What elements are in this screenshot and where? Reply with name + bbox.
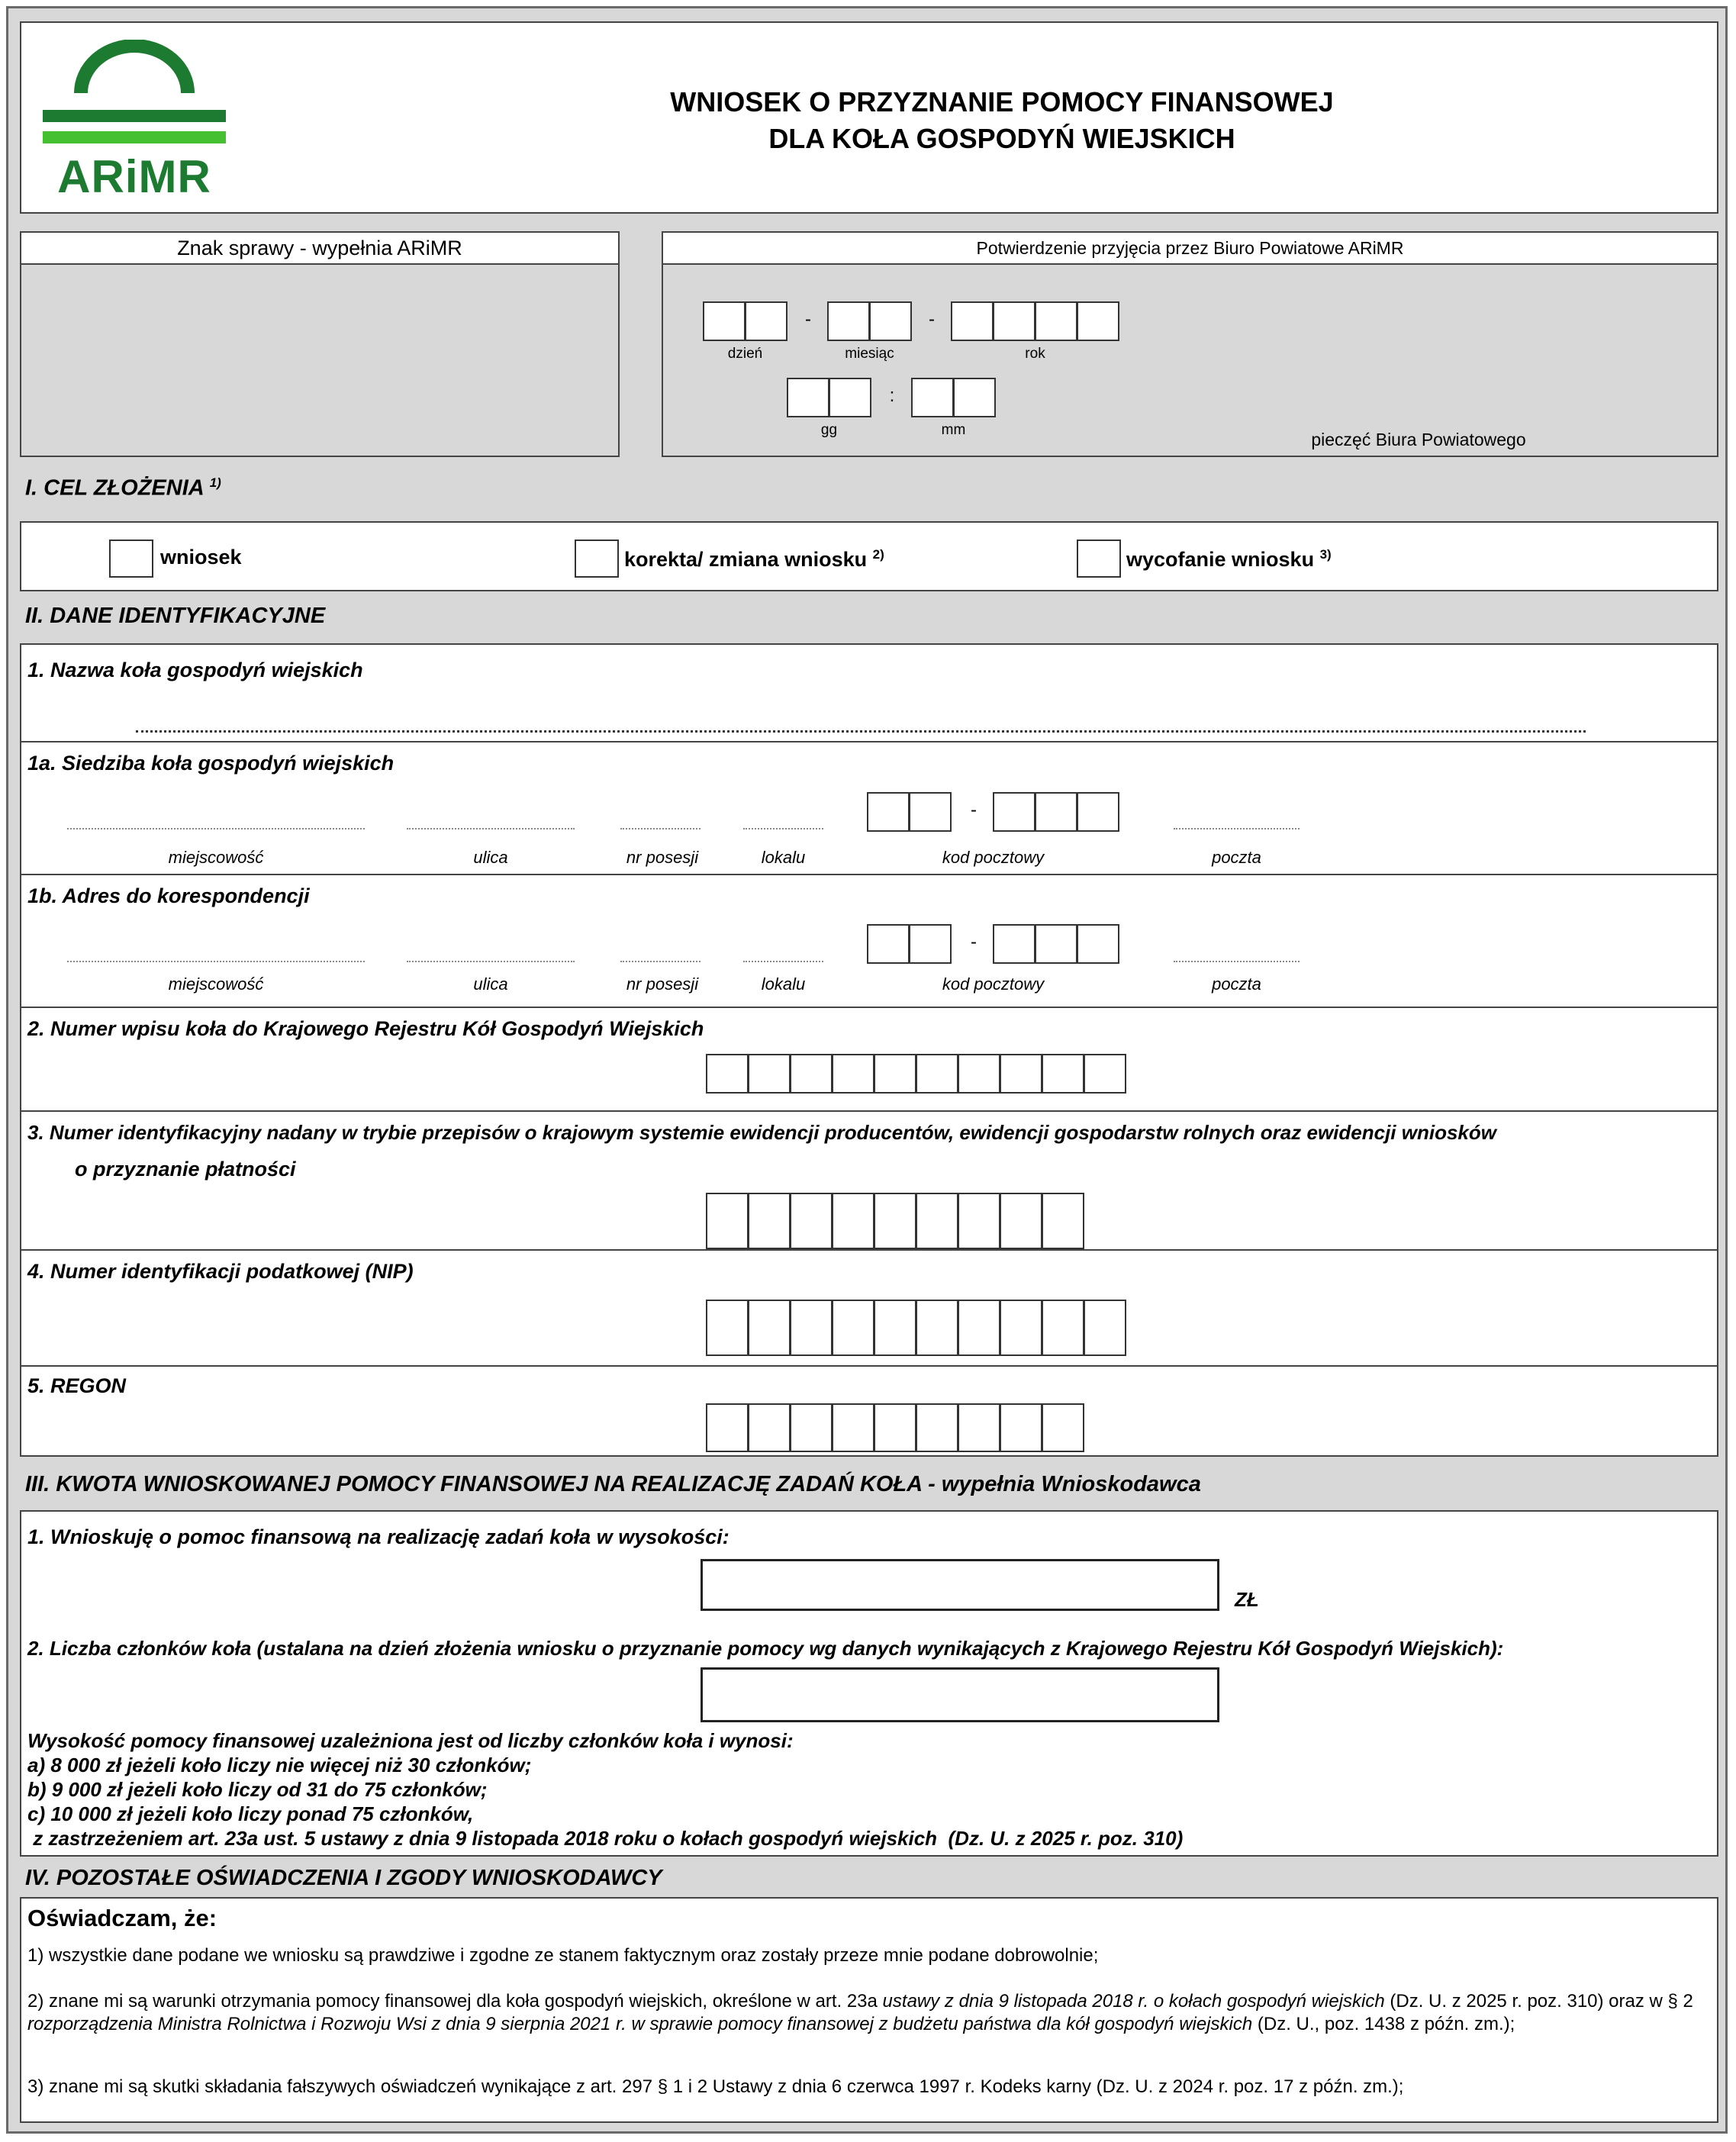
section1-title-text: I. CEL ZŁOŻENIA — [25, 475, 204, 501]
hour-cell-2[interactable] — [829, 378, 871, 417]
q5-cell[interactable] — [706, 1403, 749, 1452]
q1b-city-line[interactable] — [67, 961, 365, 962]
month-label: miesiąc — [845, 346, 894, 362]
purpose-wniosek-label: wniosek — [160, 546, 242, 569]
day-cell-2[interactable] — [745, 301, 787, 341]
s3-q1-label: 1. Wnioskuję o pomoc finansową na realizację zadań koła w wysokości: — [27, 1525, 730, 1548]
month-cell-1[interactable] — [827, 301, 870, 341]
q1a-zip-label: kod pocztowy — [942, 848, 1045, 867]
minute-label: mm — [941, 422, 966, 438]
year-label: rok — [1025, 346, 1045, 362]
purpose-korekta-text: korekta/ zmiana wniosku — [624, 548, 868, 571]
purpose-korekta-checkbox[interactable] — [575, 540, 619, 578]
q1b-zip-cell-2[interactable] — [909, 924, 952, 964]
q2-cell[interactable] — [874, 1054, 916, 1094]
q1a-city-line[interactable] — [67, 828, 365, 829]
q1a-house-label: nr posesji — [626, 848, 699, 867]
year-cell-4[interactable] — [1077, 301, 1119, 341]
q1b-zip-cell-4[interactable] — [1035, 924, 1077, 964]
section3-title: III. KWOTA WNIOSKOWANEJ POMOCY FINANSOWEJ NA REALIZACJĘ ZADAŃ KOŁA - wypełnia Wnioskodawca — [25, 1472, 1201, 1496]
month-cell-2[interactable] — [869, 301, 912, 341]
q3-label-line2: o przyznanie płatności — [75, 1158, 296, 1181]
q2-cell[interactable] — [748, 1054, 791, 1094]
q1-label: 1. Nazwa koła gospodyń wiejskich — [27, 659, 363, 681]
q2-cell[interactable] — [1000, 1054, 1042, 1094]
q1b-label: 1b. Adres do korespondencji — [27, 884, 310, 907]
identification-panel — [20, 643, 1718, 1457]
purpose-panel — [20, 521, 1718, 591]
q4-cell[interactable] — [1000, 1300, 1042, 1356]
q1b-zip-cell-5[interactable] — [1077, 924, 1119, 964]
q1a-house-line[interactable] — [620, 828, 701, 829]
declaration-2a: 2) znane mi są warunki otrzymania pomocy finansowej dla koła gospodyń wiejskich, określone w art. 23a — [27, 1991, 883, 2012]
q2-cell[interactable] — [706, 1054, 749, 1094]
form-title — [510, 84, 1494, 157]
q3-cell[interactable] — [706, 1193, 749, 1249]
q2-cell[interactable] — [916, 1054, 958, 1094]
divider-5 — [21, 1249, 1717, 1251]
logo-text: ARiMR — [57, 151, 211, 202]
q3-cell[interactable] — [916, 1193, 958, 1249]
q5-cell[interactable] — [1000, 1403, 1042, 1452]
q1a-post-label: poczta — [1212, 848, 1261, 867]
q5-cell[interactable] — [916, 1403, 958, 1452]
case-number-label: Znak sprawy - wypełnia ARiMR — [21, 233, 618, 265]
q5-cell[interactable] — [790, 1403, 833, 1452]
q1a-zip-cell-2[interactable] — [909, 792, 952, 832]
declaration-2e: (Dz. U., poz. 1438 z późn. zm.); — [1252, 2014, 1515, 2034]
q4-cell[interactable] — [958, 1300, 1000, 1356]
year-cell-3[interactable] — [1035, 301, 1077, 341]
q5-cell[interactable] — [958, 1403, 1000, 1452]
year-cell-2[interactable] — [993, 301, 1035, 341]
note-c: c) 10 000 zł jeżeli koło liczy ponad 75 członków, — [27, 1802, 474, 1825]
q4-label: 4. Numer identyfikacji podatkowej (NIP) — [27, 1260, 414, 1283]
divider-2 — [21, 874, 1717, 875]
purpose-korekta-footnote: 2) — [872, 547, 884, 562]
q5-cell[interactable] — [1042, 1403, 1084, 1452]
q3-label-line1: 3. Numer identyfikacyjny nadany w trybie przepisów o krajowym systemie ewidencji producentów, ewidencji gospodarstw rolnych oraz ewidencji wniosków — [27, 1121, 1496, 1144]
divider-3 — [21, 1007, 1717, 1008]
q1b-post-line[interactable] — [1174, 961, 1300, 962]
q1b-zip-cell-1[interactable] — [867, 924, 910, 964]
q1b-zip-label: kod pocztowy — [942, 974, 1045, 994]
q4-cell[interactable] — [832, 1300, 874, 1356]
q1b-city-label: miejscowość — [168, 974, 264, 994]
amount-input[interactable] — [701, 1559, 1219, 1611]
purpose-wycofanie-checkbox[interactable] — [1077, 540, 1121, 578]
declaration-2c: (Dz. U. z 2025 r. poz. 310) oraz w § 2 — [1384, 1991, 1693, 2012]
q1b-flat-line[interactable] — [743, 961, 823, 962]
purpose-wniosek-checkbox[interactable] — [109, 540, 153, 578]
note-b: b) 9 000 zł jeżeli koło liczy od 31 do 75 członków; — [27, 1778, 488, 1801]
q1a-zip-cell-3[interactable] — [993, 792, 1035, 832]
q1a-post-line[interactable] — [1174, 828, 1300, 829]
q2-cell[interactable] — [832, 1054, 874, 1094]
divider-4 — [21, 1110, 1717, 1112]
q2-cell[interactable] — [1042, 1054, 1084, 1094]
q1b-flat-label: lokalu — [761, 974, 806, 994]
q1a-zip-separator: - — [971, 800, 977, 820]
q3-cell[interactable] — [958, 1193, 1000, 1249]
q4-cell[interactable] — [748, 1300, 791, 1356]
q1a-zip-cell-1[interactable] — [867, 792, 910, 832]
declaration-2d: rozporządzenia Ministra Rolnictwa i Rozwoju Wsi z dnia 9 sierpnia 2021 r. w sprawie pomocy finansowej z budżetu państwa dla kół gospodyń wiejskich — [27, 2014, 1253, 2034]
q4-cell[interactable] — [916, 1300, 958, 1356]
section2-title: II. DANE IDENTYFIKACYJNE — [25, 604, 326, 628]
q1a-flat-label: lokalu — [761, 848, 806, 867]
declaration-2b: ustawy z dnia 9 listopada 2018 r. o kołach gospodyń wiejskich — [882, 1991, 1385, 2012]
minute-cell-2[interactable] — [953, 378, 996, 417]
q1a-city-label: miejscowość — [168, 848, 264, 867]
s3-q2-label: 2. Liczba członków koła (ustalana na dzień złożenia wniosku o przyznanie pomocy wg danych wynikających z Krajowego Rejestru Kół Gospodyń Wiejskich): — [27, 1637, 1504, 1660]
arimr-logo — [43, 40, 226, 200]
q1a-label: 1a. Siedziba koła gospodyń wiejskich — [27, 752, 395, 775]
receipt-label: Potwierdzenie przyjęcia przez Biuro Powiatowe ARiMR — [663, 233, 1717, 265]
q3-cell[interactable] — [832, 1193, 874, 1249]
stamp-label: pieczęć Biura Powiatowego — [1311, 430, 1526, 449]
section4-title: IV. POZOSTAŁE OŚWIADCZENIA I ZGODY WNIOSKODAWCY — [25, 1866, 662, 1890]
q4-cell[interactable] — [706, 1300, 749, 1356]
q5-cell[interactable] — [874, 1403, 916, 1452]
purpose-wycofanie-footnote: 3) — [1319, 547, 1332, 562]
divider-6 — [21, 1365, 1717, 1367]
minute-cell-1[interactable] — [911, 378, 954, 417]
amount-panel — [20, 1510, 1718, 1857]
date-separator-2: - — [929, 309, 935, 330]
q1-name-line[interactable] — [136, 730, 1586, 733]
form-header — [20, 21, 1718, 214]
q3-cell[interactable] — [874, 1193, 916, 1249]
note-d: z zastrzeżeniem art. 23a ust. 5 ustawy z dnia 9 listopada 2018 roku o kołach gospodyń wiejskich (Dz. U. z 2025 r. poz. 310) — [27, 1827, 1184, 1850]
q4-cell[interactable] — [1084, 1300, 1126, 1356]
day-label: dzień — [727, 346, 763, 362]
q2-cell[interactable] — [958, 1054, 1000, 1094]
q4-cell[interactable] — [874, 1300, 916, 1356]
form-title-line1: WNIOSEK O PRZYZNANIE POMOCY FINANSOWEJ — [670, 86, 1334, 118]
q5-cell[interactable] — [832, 1403, 874, 1452]
members-input[interactable] — [701, 1667, 1219, 1722]
time-separator: : — [889, 385, 895, 406]
q2-cell[interactable] — [1084, 1054, 1126, 1094]
q3-cell[interactable] — [1042, 1193, 1084, 1249]
q5-label: 5. REGON — [27, 1374, 127, 1397]
q1b-post-label: poczta — [1212, 974, 1261, 994]
declaration-2 — [27, 1990, 1711, 2036]
q2-label: 2. Numer wpisu koła do Krajowego Rejestru Kół Gospodyń Wiejskich — [27, 1017, 704, 1040]
q2-cell[interactable] — [790, 1054, 833, 1094]
date-separator-1: - — [805, 309, 811, 330]
hour-label: gg — [820, 422, 838, 438]
q1a-flat-line[interactable] — [743, 828, 823, 829]
year-cell-1[interactable] — [951, 301, 994, 341]
hour-cell-1[interactable] — [787, 378, 829, 417]
form-title-line2: DLA KOŁA GOSPODYŃ WIEJSKICH — [768, 123, 1235, 154]
note-a: a) 8 000 zł jeżeli koło liczy nie więcej niż 30 członków; — [27, 1754, 532, 1776]
declarations-panel — [20, 1897, 1718, 2123]
declaration-1: 1) wszystkie dane podane we wniosku są prawdziwe i zgodne ze stanem faktycznym oraz zostały przeze mnie podane dobrowolnie; — [27, 1945, 1099, 1966]
q1b-zip-separator: - — [971, 932, 977, 952]
q5-cell[interactable] — [748, 1403, 791, 1452]
form-page — [6, 6, 1728, 2134]
case-number-box — [20, 231, 620, 457]
purpose-wycofanie-text: wycofanie wniosku — [1126, 548, 1315, 571]
q3-cell[interactable] — [1000, 1193, 1042, 1249]
purpose-korekta-label — [624, 547, 884, 572]
note-intro: Wysokość pomocy finansowej uzależniona jest od liczby członków koła i wynosi: — [27, 1729, 794, 1752]
declaration-3: 3) znane mi są skutki składania fałszywych oświadczeń wynikające z art. 297 § 1 i 2 Ustawy z dnia 6 czerwca 1997 r. Kodeks karny (Dz. U. z 2024 r. poz. 17 z późn. zm.); — [27, 2076, 1404, 2097]
divider-1 — [21, 741, 1717, 742]
q1b-street-label: ulica — [473, 974, 508, 994]
q3-cell[interactable] — [748, 1193, 791, 1249]
currency-label: ZŁ — [1235, 1588, 1259, 1611]
q4-cell[interactable] — [790, 1300, 833, 1356]
purpose-wycofanie-label — [1126, 547, 1332, 572]
declare-heading: Oświadczam, że: — [27, 1905, 217, 1931]
q1a-street-label: ulica — [473, 848, 508, 867]
q1a-street-line[interactable] — [407, 828, 575, 829]
section1-footnote: 1) — [209, 475, 221, 490]
amount-note — [27, 1728, 1183, 1850]
q1b-zip-cell-3[interactable] — [993, 924, 1035, 964]
q1b-house-line[interactable] — [620, 961, 701, 962]
q1a-zip-cell-4[interactable] — [1035, 792, 1077, 832]
q4-cell[interactable] — [1042, 1300, 1084, 1356]
receipt-box — [662, 231, 1718, 457]
q1a-zip-cell-5[interactable] — [1077, 792, 1119, 832]
q1b-house-label: nr posesji — [626, 974, 699, 994]
q1b-street-line[interactable] — [407, 961, 575, 962]
q3-cell[interactable] — [790, 1193, 833, 1249]
day-cell-1[interactable] — [703, 301, 746, 341]
section1-title — [25, 475, 221, 501]
